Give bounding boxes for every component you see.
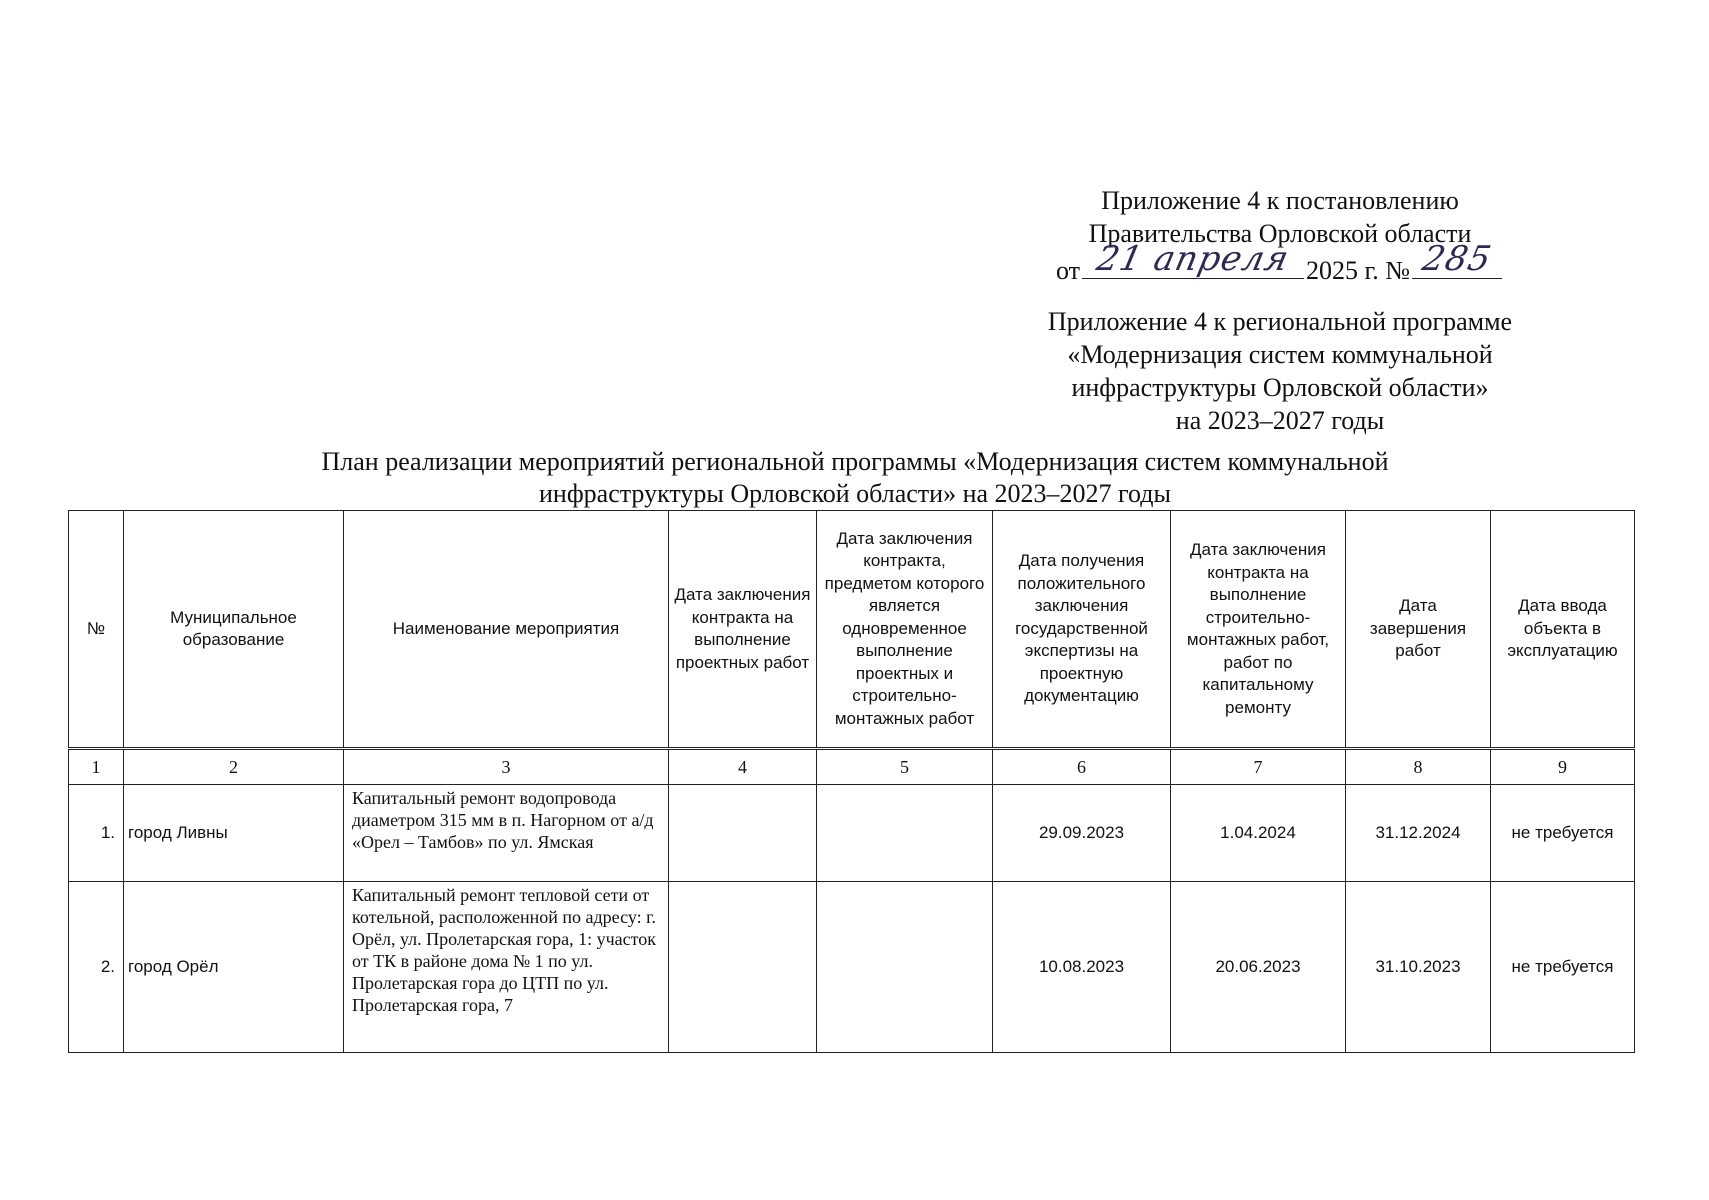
- column-number-row: [69, 749, 1635, 785]
- row-commissioning: не требуется: [1491, 785, 1635, 882]
- row-number: 2.: [69, 882, 124, 1053]
- header-commissioning: Дата ввода объекта в эксплуатацию: [1491, 511, 1635, 749]
- row-design-contract: [669, 882, 817, 1053]
- column-number: 4: [669, 749, 817, 785]
- table-header-row: [69, 511, 1635, 749]
- row-number: 1.: [69, 785, 124, 882]
- table-row: [69, 785, 1635, 882]
- header-design-contract: Дата заключения контракта на выполнение проектных работ: [669, 511, 817, 749]
- plan-title-line-1: План реализации мероприятий региональной программы «Модернизация систем коммунальной: [321, 447, 1389, 476]
- row-activity: Капитальный ремонт водопровода диаметром 315 мм в п. Нагорном от а/д «Орел – Тамбов» по ул. Ямская: [344, 785, 669, 882]
- table-row: [69, 882, 1635, 1053]
- row-expertise-date: 29.09.2023: [993, 785, 1171, 882]
- header-construction-contract: Дата заключения контракта на выполнение строительно-монтажных работ, работ по капитальному ремонту: [1171, 511, 1346, 749]
- row-expertise-date: 10.08.2023: [993, 882, 1171, 1053]
- header-combined-contract: Дата заключения контракта, предметом которого является одновременное выполнение проектных и строительно-монтажных работ: [817, 511, 993, 749]
- decree-date-blank: [1082, 239, 1304, 279]
- decree-number-blank: [1412, 239, 1502, 279]
- row-activity: Капитальный ремонт тепловой сети от котельной, расположенной по адресу: г. Орёл, ул. Пролетарская гора, 1: участок от ТК в районе дома № 1 по ул. Пролетарская гора до ЦТП по ул. Пролетарская гора, 7: [344, 882, 669, 1053]
- column-number: 1: [69, 749, 124, 785]
- row-combined-contract: [817, 785, 993, 882]
- header-number: №: [69, 511, 124, 749]
- plan-title-line-2: инфраструктуры Орловской области» на 2023–2027 годы: [539, 479, 1171, 508]
- program-annex-header: [1010, 305, 1550, 437]
- row-completion-date: 31.10.2023: [1346, 882, 1491, 1053]
- column-number: 6: [993, 749, 1171, 785]
- decree-date-line: [1030, 239, 1530, 287]
- decree-date-prefix: от: [1055, 256, 1080, 285]
- decree-year-text: 2025 г. №: [1305, 256, 1411, 285]
- row-municipality: город Орёл: [124, 882, 344, 1053]
- program-annex-line-4: на 2023–2027 годы: [1175, 406, 1385, 435]
- decree-annex-header: [1030, 184, 1530, 287]
- column-number: 7: [1171, 749, 1346, 785]
- plan-table: [68, 510, 1635, 1053]
- column-number: 3: [344, 749, 669, 785]
- plan-title: [200, 446, 1510, 510]
- row-commissioning: не требуется: [1491, 882, 1635, 1053]
- row-municipality: город Ливны: [124, 785, 344, 882]
- header-municipality: Муниципальное образование: [124, 511, 344, 749]
- header-expertise-date: Дата получения положительного заключения государственной экспертизы на проектную документацию: [993, 511, 1171, 749]
- column-number: 2: [124, 749, 344, 785]
- program-annex-line-1: Приложение 4 к региональной программе: [1047, 307, 1513, 336]
- decree-date-handwritten: 21 апреля: [1093, 239, 1293, 279]
- decree-annex-line-2: Правительства Орловской области: [1088, 219, 1472, 248]
- column-number: 9: [1491, 749, 1635, 785]
- decree-annex-line-1: Приложение 4 к постановлению: [1101, 186, 1459, 215]
- row-construction-contract: 20.06.2023: [1171, 882, 1346, 1053]
- decree-number-handwritten: 285: [1418, 239, 1496, 279]
- program-annex-line-2: «Модернизация систем коммунальной: [1067, 340, 1493, 369]
- row-completion-date: 31.12.2024: [1346, 785, 1491, 882]
- row-design-contract: [669, 785, 817, 882]
- column-number: 8: [1346, 749, 1491, 785]
- header-completion-date: Дата завершения работ: [1346, 511, 1491, 749]
- program-annex-line-3: инфраструктуры Орловской области»: [1071, 373, 1489, 402]
- header-activity: Наименование мероприятия: [344, 511, 669, 749]
- row-construction-contract: 1.04.2024: [1171, 785, 1346, 882]
- row-combined-contract: [817, 882, 993, 1053]
- column-number: 5: [817, 749, 993, 785]
